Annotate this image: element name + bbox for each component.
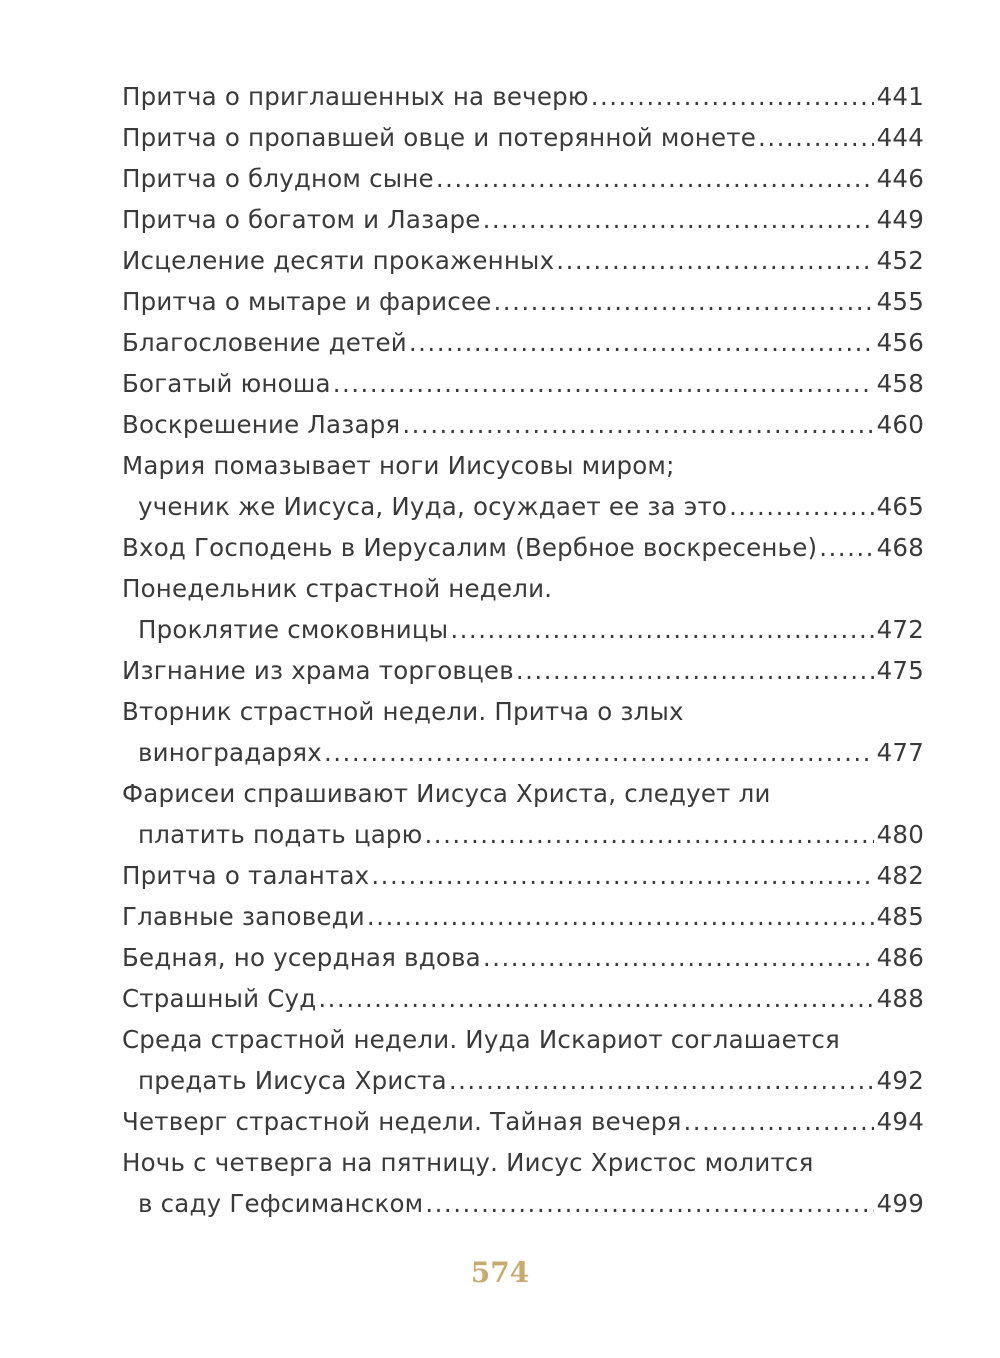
toc-entry: [122, 363, 924, 404]
toc-entry-page-number: 456: [876, 328, 924, 357]
toc-entry: [122, 568, 924, 650]
toc-entry-page-number: 480: [876, 820, 924, 849]
toc-entry-title: Понедельник страстной недели.: [122, 574, 553, 603]
toc-entry-line: [122, 650, 924, 691]
dot-leader: [425, 1183, 873, 1224]
toc-entry-line: [122, 445, 924, 486]
dot-leader: [684, 1101, 874, 1142]
toc-entry-line: [122, 281, 924, 322]
dot-leader: [483, 937, 874, 978]
toc-entry-title: платить подать царю: [138, 820, 423, 849]
dot-leader: [409, 322, 874, 363]
toc-entry-title: предать Иисуса Христа: [138, 1066, 447, 1095]
toc-entry-line: [122, 691, 924, 732]
toc-entry-line: [122, 937, 924, 978]
toc-entry: [122, 978, 924, 1019]
toc-entry-line: [122, 322, 924, 363]
toc-entry: [122, 240, 924, 281]
toc-entry-page-number: 499: [876, 1189, 924, 1218]
toc-entry-line: [122, 1142, 924, 1183]
toc-entry-title: Главные заповеди: [122, 902, 365, 931]
toc-entry-title: Четверг страстной недели. Тайная вечеря: [122, 1107, 682, 1136]
toc-entry-page-number: 449: [876, 205, 924, 234]
toc-entry-title: Мария помазывает ноги Иисусовы миром;: [122, 451, 675, 480]
dot-leader: [367, 896, 874, 937]
toc-entry: [122, 896, 924, 937]
toc-entry-title: Воскрешение Лазаря: [122, 410, 401, 439]
toc-entry-page-number: 460: [876, 410, 924, 439]
toc-entry: [122, 322, 924, 363]
toc-entry-page-number: 446: [876, 164, 924, 193]
toc-entry-line: [122, 76, 924, 117]
toc-entry-line: [122, 1019, 924, 1060]
toc-entry-title: Ночь с четверга на пятницу. Иисус Христос молится: [122, 1148, 814, 1177]
toc-entry-continuation-line: [122, 1060, 924, 1101]
dot-leader: [516, 650, 874, 691]
toc-entry-page-number: 465: [876, 492, 924, 521]
toc-entry-title: виноградарях: [138, 738, 322, 767]
toc-entry-line: [122, 117, 924, 158]
toc-entry-page-number: 485: [876, 902, 924, 931]
toc-entry-line: [122, 158, 924, 199]
dot-leader: [318, 978, 873, 1019]
toc-entry-page-number: 486: [876, 943, 924, 972]
toc-entry-line: [122, 363, 924, 404]
toc-entry: [122, 1142, 924, 1224]
toc-entry-title: Притча о блудном сыне: [122, 164, 434, 193]
toc-entry-continuation-line: [122, 732, 924, 773]
dot-leader: [402, 404, 873, 445]
toc-entry-title: Притча о богатом и Лазаре: [122, 205, 481, 234]
toc-entry: [122, 1101, 924, 1142]
toc-entry-title: Изгнание из храма торговцев: [122, 656, 514, 685]
dot-leader: [449, 1060, 874, 1101]
toc-entry-title: Притча о пропавшей овце и потерянной монете: [122, 123, 757, 152]
toc-entry-continuation-line: [122, 1183, 924, 1224]
toc-entry-title: в саду Гефсиманском: [138, 1189, 424, 1218]
toc-entry: [122, 281, 924, 322]
toc-entry-title: Притча о приглашенных на вечерю: [122, 82, 589, 111]
dot-leader: [425, 814, 874, 855]
dot-leader: [436, 158, 874, 199]
toc-entry-page-number: 492: [876, 1066, 924, 1095]
toc-entry-title: Вторник страстной недели. Притча о злых: [122, 697, 684, 726]
dot-leader: [556, 240, 873, 281]
toc-entry-page-number: 441: [876, 82, 924, 111]
page-number: 574: [470, 1256, 530, 1289]
dot-leader: [494, 281, 874, 322]
toc-entry-line: [122, 773, 924, 814]
toc-entry-line: [122, 1101, 924, 1142]
table-of-contents: [122, 76, 924, 1224]
toc-entry-line: [122, 527, 924, 568]
toc-entry-line: [122, 568, 924, 609]
dot-leader: [450, 609, 873, 650]
toc-entry-page-number: 458: [876, 369, 924, 398]
toc-entry: [122, 117, 924, 158]
toc-entry-line: [122, 404, 924, 445]
toc-entry-line: [122, 855, 924, 896]
toc-entry-line: [122, 978, 924, 1019]
dot-leader: [729, 486, 873, 527]
dot-leader: [324, 732, 874, 773]
toc-entry: [122, 76, 924, 117]
toc-entry-line: [122, 896, 924, 937]
toc-entry: [122, 404, 924, 445]
toc-entry-line: [122, 199, 924, 240]
toc-entry-title: Фарисеи спрашивают Иисуса Христа, следует ли: [122, 779, 771, 808]
toc-entry: [122, 1019, 924, 1101]
toc-entry-continuation-line: [122, 814, 924, 855]
toc-entry-page-number: 482: [876, 861, 924, 890]
toc-entry-title: Среда страстной недели. Иуда Искариот соглашается: [122, 1025, 840, 1054]
toc-entry-title: ученик же Иисуса, Иуда, осуждает ее за это: [138, 492, 728, 521]
toc-entry-title: Проклятие смоковницы: [138, 615, 449, 644]
toc-entry-title: Исцеление десяти прокаженных: [122, 246, 555, 275]
toc-entry: [122, 773, 924, 855]
toc-entry-page-number: 444: [876, 123, 924, 152]
toc-entry-continuation-line: [122, 486, 924, 527]
toc-entry: [122, 937, 924, 978]
toc-entry-title: Благословение детей: [122, 328, 407, 357]
toc-entry-continuation-line: [122, 609, 924, 650]
dot-leader: [483, 199, 874, 240]
toc-entry-page-number: 468: [876, 533, 924, 562]
toc-entry: [122, 691, 924, 773]
toc-entry-title: Притча о мытаре и фарисее: [122, 287, 492, 316]
dot-leader: [819, 527, 873, 568]
toc-entry: [122, 199, 924, 240]
toc-entry: [122, 527, 924, 568]
dot-leader: [758, 117, 874, 158]
toc-entry-title: Страшный Суд: [122, 984, 317, 1013]
toc-entry-title: Вход Господень в Иерусалим (Вербное воскресенье): [122, 533, 818, 562]
toc-entry-title: Богатый юноша: [122, 369, 331, 398]
toc-entry-page-number: 494: [876, 1107, 924, 1136]
toc-entry-page-number: 477: [876, 738, 924, 767]
toc-entry-page-number: 455: [876, 287, 924, 316]
toc-entry-title: Бедная, но усердная вдова: [122, 943, 481, 972]
toc-entry: [122, 650, 924, 691]
toc-entry-page-number: 472: [876, 615, 924, 644]
toc-entry-line: [122, 240, 924, 281]
dot-leader: [591, 76, 874, 117]
toc-entry-page-number: 488: [876, 984, 924, 1013]
dot-leader: [333, 363, 874, 404]
toc-entry-page-number: 452: [876, 246, 924, 275]
toc-entry: [122, 445, 924, 527]
toc-entry-page-number: 475: [876, 656, 924, 685]
toc-entry: [122, 855, 924, 896]
toc-entry-title: Притча о талантах: [122, 861, 370, 890]
dot-leader: [371, 855, 873, 896]
toc-entry: [122, 158, 924, 199]
